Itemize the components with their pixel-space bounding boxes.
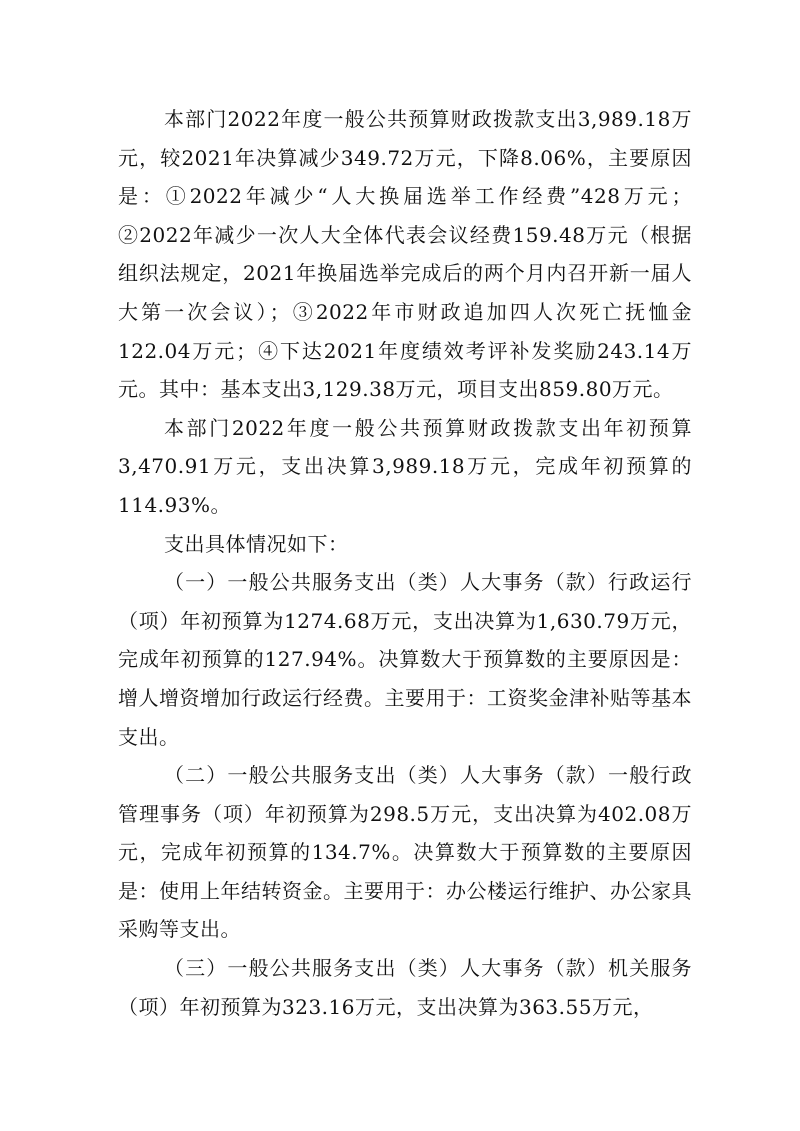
document-body: [118, 100, 692, 1026]
paragraph-item-2-general-administration: （二）一般公共服务支出（类）人大事务（款）一般行政管理事务（项）年初预算为298.5万元，支出决算为402.08万元，完成年初预算的134.7%。决算数大于预算数的主要原因是：使用上年结转资金。主要用于：办公楼运行维护、办公家具采购等支出。: [118, 763, 692, 942]
paragraph-expenditure-summary: 本部门2022年度一般公共预算财政拨款支出3,989.18万元，较2021年决算减少349.72万元，下降8.06%，主要原因是：①2022年减少“人大换届选举工作经费”428万元；②2022年减少一次人大全体代表会议经费159.48万元（根据组织法规定，2021年换届选举完成后的两个月内召开新一届人大第一次会议）；③2022年市财政追加四人次死亡抚恤金122.04万元；④下达2021年度绩效考评补发奖励243.14万元。其中：基本支出3,129.38万元，项目支出859.80万元。: [118, 107, 692, 402]
paragraph-item-1-administrative-operation: （一）一般公共服务支出（类）人大事务（款）行政运行（项）年初预算为1274.68万元，支出决算为1,630.79万元，完成年初预算的127.94%。决算数大于预算数的主要原因是：增人增资增加行政运行经费。主要用于：工资奖金津补贴等基本支出。: [118, 570, 692, 749]
paragraph-budget-completion: 本部门2022年度一般公共预算财政拨款支出年初预算3,470.91万元，支出决算3,989.18万元，完成年初预算的114.93%。: [118, 415, 692, 517]
paragraph-item-3-agency-services: （三）一般公共服务支出（类）人大事务（款）机关服务（项）年初预算为323.16万元，支出决算为363.55万元，: [118, 956, 692, 1019]
paragraph-details-intro: 支出具体情况如下：: [164, 531, 349, 556]
